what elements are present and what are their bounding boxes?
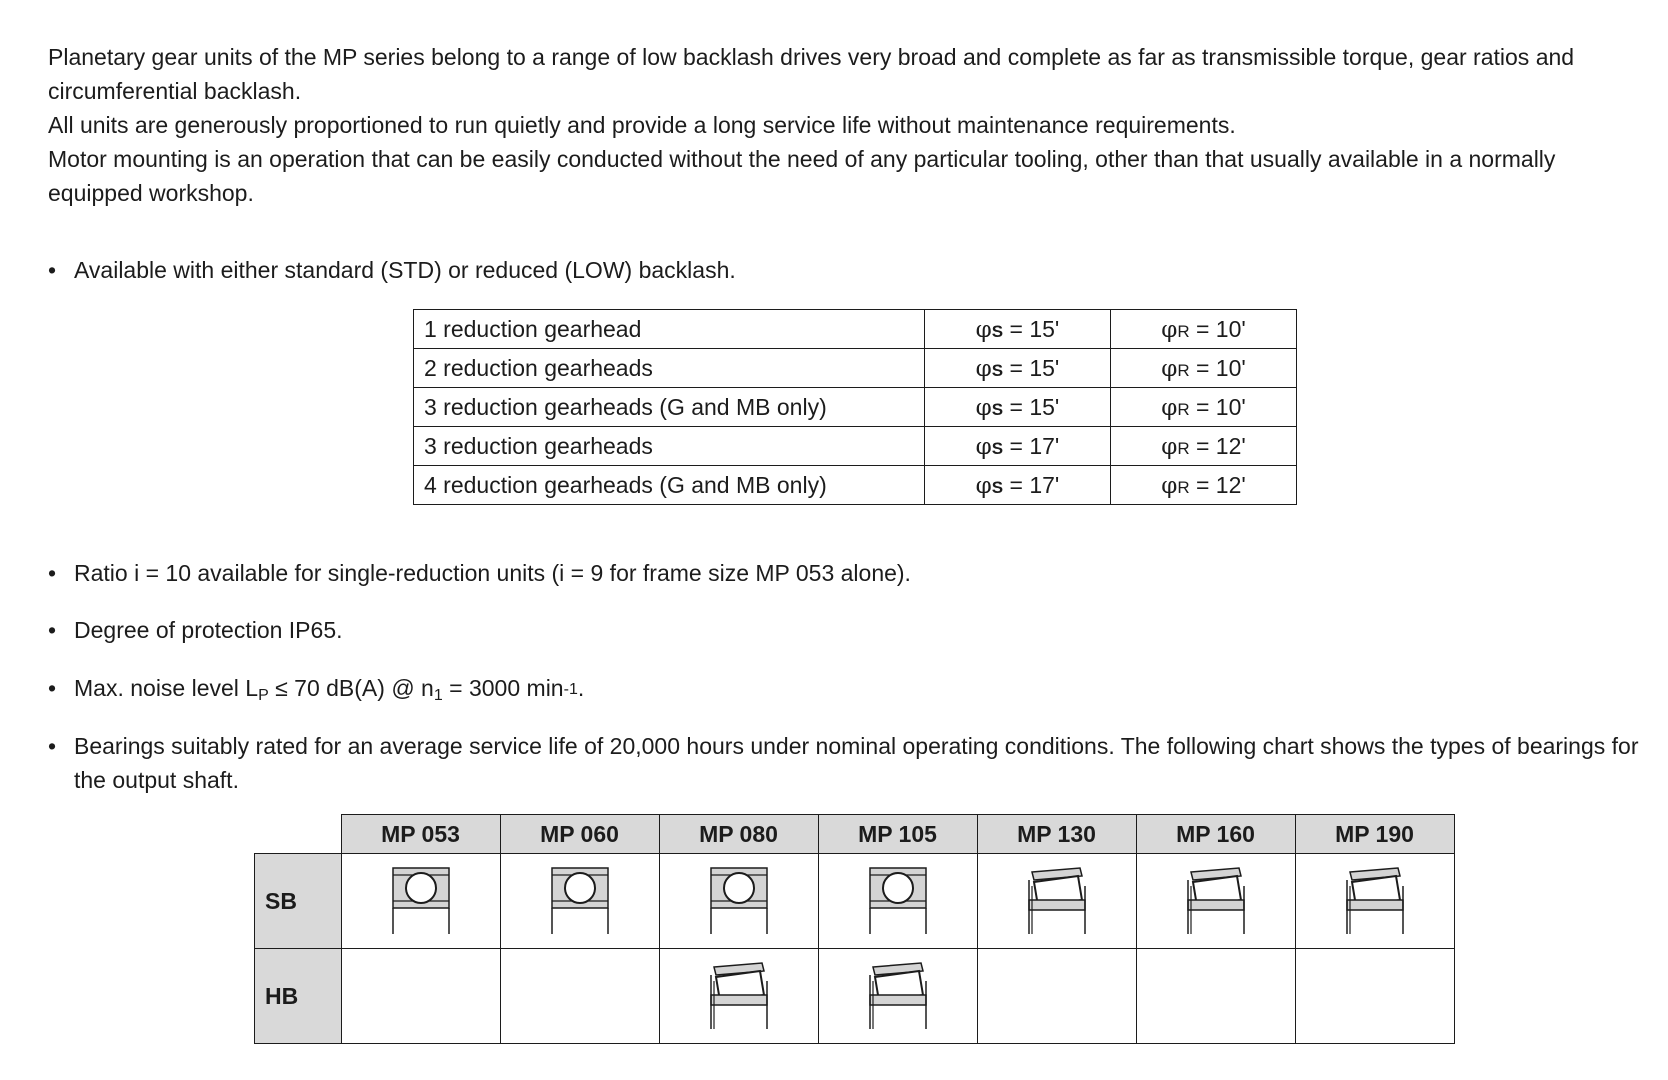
bearing-cell bbox=[1295, 949, 1454, 1044]
bullet-bearings-text: Bearings suitably rated for an average service life of 20,000 hours under nominal operating conditions. The following chart shows the types of bearings for the output shaft. bbox=[74, 733, 1639, 793]
bearing-cell bbox=[659, 854, 818, 949]
std-value: = 15' bbox=[1003, 393, 1060, 420]
tapered-roller-bearing-icon bbox=[978, 866, 1136, 936]
phi-symbol: φ bbox=[975, 355, 992, 382]
bearing-cell bbox=[1136, 949, 1295, 1044]
noise-eq: = 3000 min bbox=[442, 675, 564, 701]
backlash-low-value bbox=[1111, 310, 1297, 349]
backlash-row bbox=[414, 466, 1297, 505]
backlash-row-label: 2 reduction gearheads bbox=[414, 349, 925, 388]
phi-symbol: φ bbox=[1161, 433, 1178, 460]
bearing-cell bbox=[500, 949, 659, 1044]
low-value: = 10' bbox=[1189, 393, 1246, 420]
column-header: MP 060 bbox=[500, 815, 659, 854]
std-value: = 17' bbox=[1003, 471, 1060, 498]
std-suffix: S bbox=[991, 321, 1004, 341]
std-value: = 15' bbox=[1003, 354, 1060, 381]
bullet-bearings bbox=[48, 729, 1642, 797]
column-header: MP 130 bbox=[977, 815, 1136, 854]
bullet-ratio bbox=[48, 556, 1642, 590]
bullet-noise bbox=[48, 671, 1642, 709]
tapered-roller-bearing-icon bbox=[819, 961, 977, 1031]
std-suffix: S bbox=[991, 477, 1004, 497]
bearing-cell bbox=[1136, 854, 1295, 949]
backlash-low-value bbox=[1111, 466, 1297, 505]
backlash-row-label: 3 reduction gearheads bbox=[414, 427, 925, 466]
backlash-table bbox=[413, 309, 1297, 505]
std-value: = 17' bbox=[1003, 432, 1060, 459]
column-header: MP 105 bbox=[818, 815, 977, 854]
bearing-cell bbox=[341, 949, 500, 1044]
intro-paragraph-1: Planetary gear units of the MP series belong to a range of low backlash drives very broad and complete as far as transmissible torque, gear ratios and circumferential backlash. bbox=[48, 44, 1575, 104]
column-header: MP 160 bbox=[1136, 815, 1295, 854]
noise-sub-p: P bbox=[258, 687, 269, 704]
std-suffix: S bbox=[991, 399, 1004, 419]
low-suffix: R bbox=[1177, 360, 1190, 380]
bullet-dot: • bbox=[48, 675, 57, 701]
phi-symbol: φ bbox=[1161, 355, 1178, 382]
low-suffix: R bbox=[1177, 438, 1190, 458]
backlash-std-value bbox=[925, 388, 1111, 427]
bullet-noise-text bbox=[74, 671, 1642, 709]
bearing-cell bbox=[977, 949, 1136, 1044]
phi-symbol: φ bbox=[975, 394, 992, 421]
noise-sub-1: 1 bbox=[433, 687, 443, 704]
backlash-row-label: 1 reduction gearhead bbox=[414, 310, 925, 349]
backlash-row-label: 3 reduction gearheads (G and MB only) bbox=[414, 388, 925, 427]
backlash-row bbox=[414, 310, 1297, 349]
bullet-backlash-text: Available with either standard (STD) or reduced (LOW) backlash. bbox=[74, 257, 736, 283]
bearing-cell bbox=[659, 949, 818, 1044]
row-header: HB bbox=[255, 949, 342, 1044]
tapered-roller-bearing-icon bbox=[1296, 866, 1454, 936]
bullet-dot: • bbox=[48, 257, 57, 283]
bearing-cell bbox=[1295, 854, 1454, 949]
std-suffix: S bbox=[991, 438, 1004, 458]
tapered-roller-bearing-icon bbox=[660, 961, 818, 1031]
backlash-low-value bbox=[1111, 427, 1297, 466]
phi-symbol: φ bbox=[975, 316, 992, 343]
bullet-dot: • bbox=[48, 560, 57, 586]
bearing-cell bbox=[341, 854, 500, 949]
noise-prefix: Max. noise level L bbox=[74, 675, 259, 701]
backlash-std-value bbox=[925, 466, 1111, 505]
phi-symbol: φ bbox=[975, 433, 992, 460]
low-value: = 10' bbox=[1189, 315, 1246, 342]
bullet-protection bbox=[48, 613, 1642, 647]
bearing-cell bbox=[818, 949, 977, 1044]
bearing-row bbox=[255, 854, 1455, 949]
bullet-dot: • bbox=[48, 617, 57, 643]
bullet-ratio-text: Ratio i = 10 available for single-reduction units (i = 9 for frame size MP 053 alone). bbox=[74, 560, 911, 586]
column-header: MP 080 bbox=[659, 815, 818, 854]
ball-bearing-icon bbox=[660, 866, 818, 936]
intro-paragraph-3: Motor mounting is an operation that can be easily conducted without the need of any particular tooling, other than that usually available in a normally equipped workshop. bbox=[48, 146, 1556, 206]
bearing-cell bbox=[977, 854, 1136, 949]
low-value: = 10' bbox=[1189, 354, 1246, 381]
bearing-table bbox=[254, 814, 1455, 1044]
intro-paragraph-2: All units are generously proportioned to run quietly and provide a long service life without maintenance requirements. bbox=[48, 112, 1236, 138]
noise-sup: -1 bbox=[563, 681, 578, 698]
phi-symbol: φ bbox=[1161, 472, 1178, 499]
bearing-cell bbox=[500, 854, 659, 949]
backlash-low-value bbox=[1111, 349, 1297, 388]
backlash-row bbox=[414, 349, 1297, 388]
noise-end: . bbox=[577, 675, 585, 701]
backlash-low-value bbox=[1111, 388, 1297, 427]
ball-bearing-icon bbox=[342, 866, 500, 936]
phi-symbol: φ bbox=[975, 472, 992, 499]
std-value: = 15' bbox=[1003, 315, 1060, 342]
backlash-row bbox=[414, 427, 1297, 466]
column-header: MP 053 bbox=[341, 815, 500, 854]
low-suffix: R bbox=[1177, 399, 1190, 419]
low-suffix: R bbox=[1177, 321, 1190, 341]
bearing-row bbox=[255, 949, 1455, 1044]
backlash-row bbox=[414, 388, 1297, 427]
bullet-protection-text: Degree of protection IP65. bbox=[74, 617, 343, 643]
tapered-roller-bearing-icon bbox=[1137, 866, 1295, 936]
phi-symbol: φ bbox=[1161, 316, 1178, 343]
ball-bearing-icon bbox=[819, 866, 977, 936]
column-header: MP 190 bbox=[1295, 815, 1454, 854]
backlash-std-value bbox=[925, 310, 1111, 349]
phi-symbol: φ bbox=[1161, 394, 1178, 421]
table-corner bbox=[255, 815, 342, 854]
bullet-backlash bbox=[48, 253, 1642, 287]
std-suffix: S bbox=[991, 360, 1004, 380]
bearing-cell bbox=[818, 854, 977, 949]
backlash-row-label: 4 reduction gearheads (G and MB only) bbox=[414, 466, 925, 505]
intro-text bbox=[48, 40, 1642, 210]
row-header: SB bbox=[255, 854, 342, 949]
low-value: = 12' bbox=[1189, 471, 1246, 498]
low-value: = 12' bbox=[1189, 432, 1246, 459]
noise-mid: ≤ 70 dB(A) @ n bbox=[268, 675, 434, 701]
ball-bearing-icon bbox=[501, 866, 659, 936]
backlash-std-value bbox=[925, 349, 1111, 388]
backlash-std-value bbox=[925, 427, 1111, 466]
low-suffix: R bbox=[1177, 477, 1190, 497]
bullet-dot: • bbox=[48, 733, 57, 759]
